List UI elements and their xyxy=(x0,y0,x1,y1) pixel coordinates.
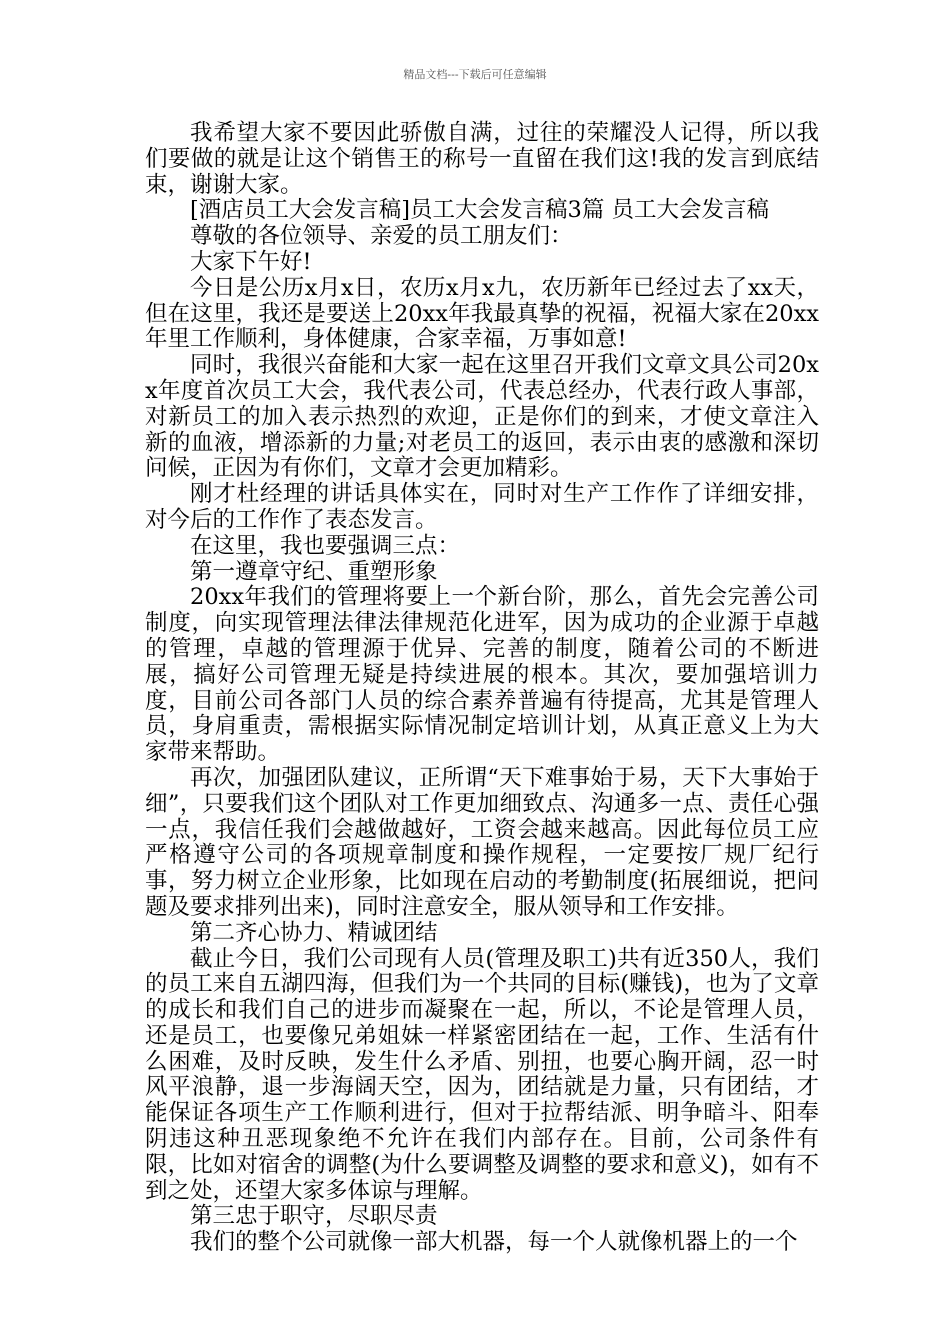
section-heading: 第二齐心协力、精诚团结 xyxy=(190,919,438,946)
section-heading: 第一遵章守纪、重塑形象 xyxy=(190,558,438,585)
paragraph: 截止今日，我们公司现有人员(管理及职工)共有近350人，我们的员工来自五湖四海，但我们为一个共同的目标(赚钱)，也为了文章的成长和我们自己的进步而凝聚在一起，所以，不论是管理人员，还是员工，也要像兄弟姐妹一样紧密团结在一起，工作、生活有什么困难，及时反映，发生什么矛盾、别扭，也要心胸开阔，忍一时风平浪静，退一步海阔天空，因为，团结就是力量，只有团结，才能保证各项生产工作顺利进行，但对于拉帮结派、明争暗斗、阳奉阴违这种丑恶现象绝不允许在我们内部存在。目前，公司条件有限，比如对宿舍的调整(为什么要调整及调整的要求和意义)，如有不到之处，还望大家多体谅与理解。 xyxy=(145,945,819,1204)
paragraph: 尊敬的各位领导、亲爱的员工朋友们： xyxy=(190,223,573,250)
page-header: 精品文档---下载后可任意编辑 xyxy=(403,68,547,81)
paragraph: 同时，我很兴奋能和大家一起在这里召开我们文章文具公司20xx年度首次员工大会，我代表公司，代表总经办，代表行政人事部，对新员工的加入表示热烈的欢迎，正是你们的到来，才使文章注入新的血液，增添新的力量;对老员工的返回，表示由衷的感激和深切问候，正因为有你们，文章才会更加精彩。 xyxy=(145,352,819,482)
paragraph: [酒店员工大会发言稿]员工大会发言稿3篇 员工大会发言稿 xyxy=(190,197,770,224)
section-heading: 第三忠于职守，尽职尽责 xyxy=(190,1203,438,1230)
paragraph: 在这里，我也要强调三点： xyxy=(190,532,461,559)
paragraph: 刚才杜经理的讲话具体实在，同时对生产工作作了详细安排，对今后的工作作了表态发言。 xyxy=(145,481,819,533)
paragraph: 20xx年我们的管理将要上一个新台阶，那么，首先会完善公司制度，向实现管理法律法律规范化进军，因为成功的企业源于卓越的管理，卓越的管理源于优异、完善的制度，随着公司的不断进展，搞好公司管理无疑是持续进展的根本。其次，要加强培训力度，目前公司各部门人员的综合素养普遍有待提高，尤其是管理人员，身肩重责，需根据实际情况制定培训计划，从真正意义上为大家带来帮助。 xyxy=(145,584,819,766)
paragraph: 再次，加强团队建议，正所谓“天下难事始于易，天下大事始于细”，只要我们这个团队对工作更加细致点、沟通多一点、责任心强一点，我信任我们会越做越好，工资会越来越高。因此每位员工应严格遵守公司的各项规章制度和操作规程，一定要按厂规厂纪行事，努力树立企业形象，比如现在启动的考勤制度(拓展细说，把问题及要求排列出来)，同时注意安全，服从领导和工作安排。 xyxy=(145,764,819,920)
paragraph: 我希望大家不要因此骄傲自满，过往的荣耀没人记得，所以我们要做的就是让这个销售王的称号一直留在我们这!我的发言到底结束，谢谢大家。 xyxy=(145,120,819,198)
document-body xyxy=(145,121,819,1256)
paragraph: 我们的整个公司就像一部大机器，每一个人就像机器上的一个 xyxy=(190,1229,798,1256)
paragraph: 今日是公历x月x日，农历x月x九，农历新年已经过去了xx天，但在这里，我还是要送上20xx年我最真挚的祝福，祝福大家在20xx年里工作顺利，身体健康，合家幸福，万事如意! xyxy=(145,274,819,353)
paragraph: 大家下午好! xyxy=(190,248,312,275)
